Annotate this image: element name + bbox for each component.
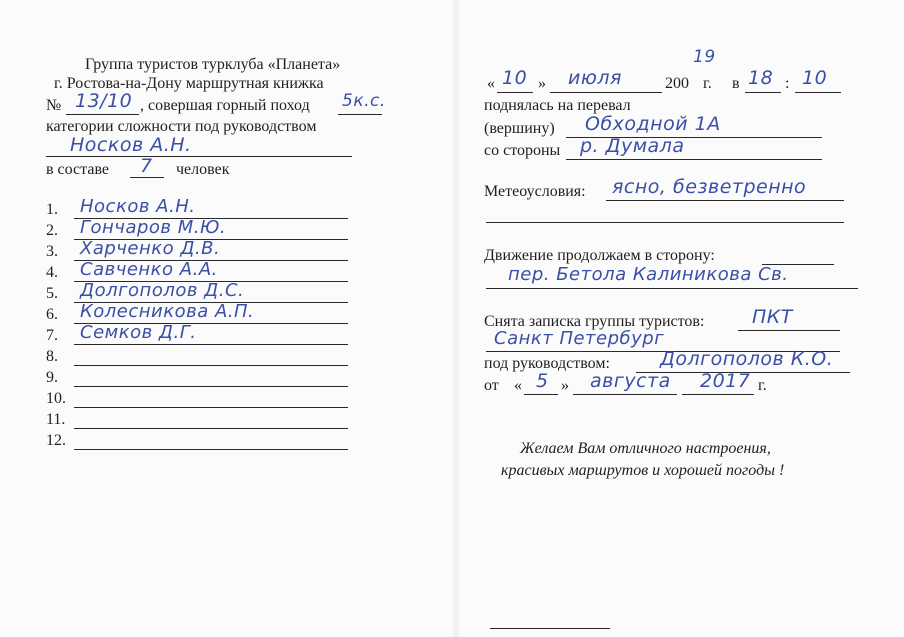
year-correction: 19 [693,47,716,67]
from-year: 2017 [700,370,751,392]
page-fold [452,0,460,637]
day: 10 [502,67,528,89]
side-underline [566,159,822,160]
minute: 10 [802,67,828,89]
direction-value: пер. Бетола Калиникова Св. [508,264,789,285]
member-name: Савченко А.А. [80,259,218,280]
leader-label: категории сложности под руководством [46,118,317,135]
weather-label: Метеоусловия: [484,183,586,200]
member-number: 3. [46,243,58,260]
month: июля [568,67,622,89]
member-name: Носков А.Н. [80,196,196,217]
date-open-quote: « [487,75,495,92]
from-year-underline [682,394,754,395]
leader-underline [46,156,352,157]
member-number: 11. [46,411,66,428]
direction-label: Движение продолжаем в сторону: [484,247,715,264]
member-underline [74,449,348,450]
removed-leader-label: под руководством: [484,355,610,372]
weather-underline-1 [606,200,844,201]
member-name: Семков Д.Г. [80,322,197,343]
member-number: 2. [46,222,58,239]
weather-value: ясно, безветренно [612,176,807,198]
group-header: Группа туристов турклуба «Планета» [85,56,341,73]
hour-underline [745,92,781,93]
ascent-label: поднялась на перевал [484,97,631,114]
count-underline [130,177,164,178]
category-underline [338,114,382,115]
day-underline [497,92,533,93]
from-open-quote: « [514,377,522,394]
member-number: 12. [46,432,66,449]
from-day: 5 [536,370,549,392]
removed-city: Санкт Петербург [494,328,665,349]
side-label: со стороны [484,142,561,159]
city-header: г. Ростова-на-Дону маршрутная книжка [54,75,324,92]
bottom-line [490,628,610,629]
removed-group-underline [738,330,840,331]
member-number: 6. [46,306,58,323]
group-size-label: в составе [46,161,110,178]
time-label: в [732,75,740,92]
member-number: 7. [46,327,58,344]
wish-line-1: Желаем Вам отличного настроения, [520,440,771,457]
direction-underline-2 [486,288,858,289]
year-prefix: 200 [665,75,689,92]
from-suffix: г. [758,377,767,394]
from-close-quote: » [561,377,569,394]
from-day-underline [524,394,558,395]
year-suffix: г. [703,75,712,92]
member-underline [74,365,348,366]
removed-leader: Долгополов К.О. [660,348,834,370]
member-underline [74,344,348,345]
peak-name: Обходной 1А [585,113,721,135]
member-name: Харченко Д.В. [80,238,221,259]
member-underline [74,407,348,408]
people-label: человек [176,161,230,178]
member-number: 5. [46,285,58,302]
leader-name: Носков А.Н. [70,134,192,156]
group-count: 7 [140,155,153,177]
number-label: № [46,97,62,114]
side-name: р. Думала [580,135,685,157]
minute-underline [795,92,841,93]
removed-group: ПКТ [752,306,793,328]
member-number: 4. [46,264,58,281]
from-label: от [484,377,499,394]
member-underline [74,428,348,429]
member-number: 9. [46,369,58,386]
member-name: Долгополов Д.С. [80,280,245,301]
member-number: 1. [46,201,58,218]
member-name: Колесникова А.П. [80,301,255,322]
member-number: 10. [46,390,66,407]
hike-text: , совершая горный поход [140,97,310,114]
hour: 18 [748,67,774,89]
date-close-quote: » [538,75,546,92]
from-month: августа [590,370,671,392]
member-name: Гончаров М.Ю. [80,217,227,238]
time-colon: : [785,75,790,92]
from-month-underline [573,394,677,395]
hike-category: 5к.с. [342,91,386,111]
book-number: 13/10 [75,90,133,112]
member-number: 8. [46,348,58,365]
member-underline [74,386,348,387]
weather-underline-2 [486,222,844,223]
peak-label: (вершину) [484,120,555,137]
wish-line-2: красивых маршрутов и хорошей погоды ! [501,462,785,479]
removed-note-label: Снята записка группы туристов: [484,313,705,330]
number-underline [66,114,139,115]
month-underline [550,92,662,93]
